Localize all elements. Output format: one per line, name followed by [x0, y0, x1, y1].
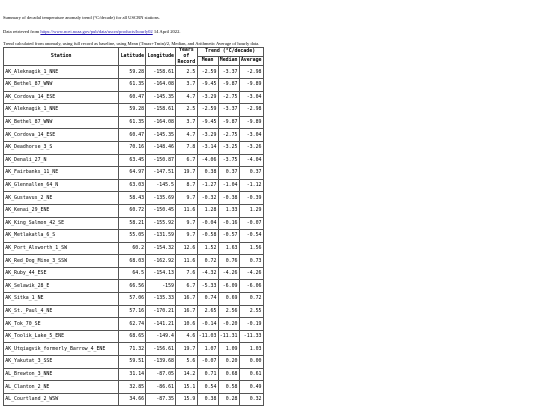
- cell-average: 0.37: [239, 167, 263, 180]
- cell-average: 0.73: [239, 255, 263, 268]
- header-median: Median: [218, 56, 239, 65]
- cell-station: AK_Glennallen_64_N: [4, 179, 119, 192]
- cell-median: -2.75: [218, 129, 239, 142]
- cell-longitude: -135.33: [146, 293, 176, 306]
- cell-median: -0.20: [218, 318, 239, 331]
- table-row: [4, 318, 264, 331]
- cell-station: AK_Cordova_14_ESE: [4, 91, 119, 104]
- cell-median: -6.09: [218, 280, 239, 293]
- cell-years: 16.7: [176, 293, 197, 306]
- cell-average: 0.49: [239, 381, 263, 394]
- cell-mean: -3.14: [197, 141, 218, 154]
- cell-longitude: -147.51: [146, 167, 176, 180]
- cell-station: AK_Utqiagvik_formerly_Barrow_4_ENE: [4, 343, 119, 356]
- cell-mean: -2.59: [197, 104, 218, 117]
- cell-station: AK_Tok_70_SE: [4, 318, 119, 331]
- table-row: [4, 305, 264, 318]
- table-body: [4, 66, 264, 406]
- cell-years: 12.6: [176, 242, 197, 255]
- cell-years: 10.6: [176, 318, 197, 331]
- cell-longitude: -131.59: [146, 230, 176, 243]
- cell-mean: 1.52: [197, 242, 218, 255]
- cell-mean: 0.71: [197, 368, 218, 381]
- cell-years: 3.7: [176, 116, 197, 129]
- cell-longitude: -154.13: [146, 267, 176, 280]
- cell-latitude: 64.97: [119, 167, 146, 180]
- cell-longitude: -87.35: [146, 393, 176, 406]
- cell-longitude: -156.61: [146, 343, 176, 356]
- cell-mean: 1.28: [197, 204, 218, 217]
- cell-latitude: 61.35: [119, 116, 146, 129]
- table-row: [4, 204, 264, 217]
- data-source-date: 14 April 2022.: [152, 29, 181, 34]
- table-row: [4, 242, 264, 255]
- cell-mean: -2.59: [197, 66, 218, 79]
- table-row: [4, 393, 264, 406]
- cell-median: -9.87: [218, 116, 239, 129]
- cell-mean: -0.07: [197, 356, 218, 369]
- cell-station: AL_Brewton_3_NNE: [4, 368, 119, 381]
- cell-mean: 0.38: [197, 167, 218, 180]
- data-source-text: [3, 29, 181, 35]
- cell-years: 5.6: [176, 356, 197, 369]
- cell-years: 7.6: [176, 267, 197, 280]
- cell-years: 6.7: [176, 154, 197, 167]
- cell-station: AK_Selawik_28_E: [4, 280, 119, 293]
- cell-latitude: 71.32: [119, 343, 146, 356]
- cell-latitude: 68.03: [119, 255, 146, 268]
- table-row: [4, 167, 264, 180]
- cell-years: 15.1: [176, 381, 197, 394]
- cell-station: AK_Yakutat_3_SSE: [4, 356, 119, 369]
- cell-mean: -4.06: [197, 154, 218, 167]
- cell-median: -3.37: [218, 104, 239, 117]
- cell-average: 1.29: [239, 204, 263, 217]
- cell-longitude: -150.45: [146, 204, 176, 217]
- cell-station: AK_Denali_27_N: [4, 154, 119, 167]
- cell-average: 0.61: [239, 368, 263, 381]
- table-row: [4, 154, 264, 167]
- cell-latitude: 70.16: [119, 141, 146, 154]
- table-row: [4, 330, 264, 343]
- cell-average: -6.06: [239, 280, 263, 293]
- cell-average: -3.04: [239, 91, 263, 104]
- cell-latitude: 58.43: [119, 192, 146, 205]
- cell-longitude: -149.4: [146, 330, 176, 343]
- cell-average: -9.89: [239, 78, 263, 91]
- table-row: [4, 217, 264, 230]
- cell-mean: -0.04: [197, 217, 218, 230]
- cell-longitude: -135.69: [146, 192, 176, 205]
- table-row: [4, 255, 264, 268]
- cell-mean: 1.07: [197, 343, 218, 356]
- cell-median: 1.63: [218, 242, 239, 255]
- table-row: [4, 104, 264, 117]
- cell-median: -0.57: [218, 230, 239, 243]
- header-latitude: Latitude: [119, 48, 146, 66]
- cell-station: AK_Kenai_29_ENE: [4, 204, 119, 217]
- cell-years: 4.6: [176, 330, 197, 343]
- cell-average: -4.26: [239, 267, 263, 280]
- cell-average: 1.56: [239, 242, 263, 255]
- table-row: [4, 343, 264, 356]
- trend-table: [3, 47, 264, 406]
- cell-average: -0.07: [239, 217, 263, 230]
- cell-median: -0.16: [218, 217, 239, 230]
- cell-station: AK_Cordova_14_ESE: [4, 129, 119, 142]
- cell-latitude: 57.06: [119, 293, 146, 306]
- cell-station: AK_Ruby_44_ESE: [4, 267, 119, 280]
- table-row: [4, 66, 264, 79]
- cell-average: -4.04: [239, 154, 263, 167]
- table-row: [4, 267, 264, 280]
- cell-years: 8.7: [176, 179, 197, 192]
- table-row: [4, 78, 264, 91]
- cell-years: 19.7: [176, 343, 197, 356]
- cell-years: 11.6: [176, 255, 197, 268]
- cell-station: AK_Red_Dog_Mine_3_SSW: [4, 255, 119, 268]
- header-mean: Mean: [197, 56, 218, 65]
- cell-mean: -4.32: [197, 267, 218, 280]
- cell-median: 0.20: [218, 356, 239, 369]
- header-station: Station: [4, 48, 119, 66]
- cell-longitude: -158.61: [146, 104, 176, 117]
- cell-average: 1.03: [239, 343, 263, 356]
- cell-station: AK_Deadhorse_3_S: [4, 141, 119, 154]
- cell-longitude: -86.61: [146, 381, 176, 394]
- cell-latitude: 60.47: [119, 91, 146, 104]
- cell-mean: -11.03: [197, 330, 218, 343]
- cell-years: 2.5: [176, 104, 197, 117]
- cell-latitude: 68.65: [119, 330, 146, 343]
- cell-median: 1.33: [218, 204, 239, 217]
- cell-years: 7.8: [176, 141, 197, 154]
- cell-station: AK_Sitka_1_NE: [4, 293, 119, 306]
- cell-mean: 0.72: [197, 255, 218, 268]
- cell-average: 2.55: [239, 305, 263, 318]
- cell-latitude: 60.47: [119, 129, 146, 142]
- cell-latitude: 58.21: [119, 217, 146, 230]
- cell-years: 4.7: [176, 129, 197, 142]
- cell-longitude: -155.92: [146, 217, 176, 230]
- cell-average: -2.98: [239, 104, 263, 117]
- cell-station: AK_Toolik_Lake_5_ENE: [4, 330, 119, 343]
- cell-mean: -9.45: [197, 116, 218, 129]
- cell-station: AK_Aleknagik_1_NNE: [4, 66, 119, 79]
- cell-average: 0.72: [239, 293, 263, 306]
- cell-years: 11.6: [176, 204, 197, 217]
- cell-median: 0.28: [218, 393, 239, 406]
- cell-station: AK_Port_Alsworth_1_SW: [4, 242, 119, 255]
- cell-latitude: 63.45: [119, 154, 146, 167]
- cell-years: 9.7: [176, 217, 197, 230]
- cell-latitude: 64.5: [119, 267, 146, 280]
- method-text: Trend calculated from anomaly, using full record as baseline, using Mean (Tmax+Tmin)/2, Median, and Arithmetic Average of hourly data.: [3, 41, 260, 46]
- cell-longitude: -159: [146, 280, 176, 293]
- header-longitude: Longitude: [146, 48, 176, 66]
- cell-median: -3.25: [218, 141, 239, 154]
- cell-median: -4.26: [218, 267, 239, 280]
- cell-latitude: 59.28: [119, 104, 146, 117]
- cell-longitude: -141.21: [146, 318, 176, 331]
- table-row: [4, 179, 264, 192]
- cell-median: -3.75: [218, 154, 239, 167]
- cell-longitude: -150.87: [146, 154, 176, 167]
- header-trend: Trend (°C/decade): [197, 48, 263, 57]
- cell-station: AK_Bethel_87_WNW: [4, 116, 119, 129]
- table-row: [4, 192, 264, 205]
- cell-median: -9.87: [218, 78, 239, 91]
- cell-years: 19.7: [176, 167, 197, 180]
- cell-longitude: -154.32: [146, 242, 176, 255]
- cell-latitude: 60.72: [119, 204, 146, 217]
- cell-average: -1.12: [239, 179, 263, 192]
- cell-longitude: -162.92: [146, 255, 176, 268]
- cell-latitude: 60.2: [119, 242, 146, 255]
- table-row: [4, 129, 264, 142]
- data-source-link[interactable]: https://www.ncei.noaa.gov/pub/data/uscrn/products/hourly02: [40, 29, 153, 34]
- table-row: [4, 230, 264, 243]
- table-row: [4, 91, 264, 104]
- header-years-of-record: Years of Record: [177, 47, 196, 65]
- table-row: [4, 381, 264, 394]
- table-row: [4, 368, 264, 381]
- table-row: [4, 141, 264, 154]
- cell-average: 0.32: [239, 393, 263, 406]
- cell-average: -11.33: [239, 330, 263, 343]
- cell-average: 0.00: [239, 356, 263, 369]
- cell-mean: -0.14: [197, 318, 218, 331]
- cell-median: 0.37: [218, 167, 239, 180]
- cell-latitude: 63.03: [119, 179, 146, 192]
- cell-latitude: 61.35: [119, 78, 146, 91]
- cell-mean: 0.54: [197, 381, 218, 394]
- cell-station: AL_Clanton_2_NE: [4, 381, 119, 394]
- cell-station: AK_St._Paul_4_NE: [4, 305, 119, 318]
- cell-years: 9.7: [176, 192, 197, 205]
- cell-longitude: -87.05: [146, 368, 176, 381]
- cell-median: 1.09: [218, 343, 239, 356]
- cell-station: AK_Metlakatla_6_S: [4, 230, 119, 243]
- table-row: [4, 356, 264, 369]
- cell-median: 0.76: [218, 255, 239, 268]
- cell-mean: 0.74: [197, 293, 218, 306]
- cell-average: -0.54: [239, 230, 263, 243]
- cell-median: 2.56: [218, 305, 239, 318]
- cell-latitude: 31.14: [119, 368, 146, 381]
- cell-mean: -3.29: [197, 129, 218, 142]
- cell-average: -0.19: [239, 318, 263, 331]
- cell-longitude: -145.35: [146, 129, 176, 142]
- table-row: [4, 280, 264, 293]
- cell-median: -1.04: [218, 179, 239, 192]
- cell-longitude: -148.46: [146, 141, 176, 154]
- cell-median: -11.31: [218, 330, 239, 343]
- cell-station: AL_Courtland_2_WSW: [4, 393, 119, 406]
- table-row: [4, 293, 264, 306]
- cell-years: 6.7: [176, 280, 197, 293]
- cell-latitude: 34.66: [119, 393, 146, 406]
- cell-longitude: -170.21: [146, 305, 176, 318]
- cell-latitude: 57.16: [119, 305, 146, 318]
- cell-station: AK_Gustavus_2_NE: [4, 192, 119, 205]
- cell-mean: -0.58: [197, 230, 218, 243]
- cell-average: -2.98: [239, 66, 263, 79]
- cell-latitude: 62.74: [119, 318, 146, 331]
- cell-median: 0.68: [218, 368, 239, 381]
- cell-longitude: -158.61: [146, 66, 176, 79]
- cell-median: -0.38: [218, 192, 239, 205]
- cell-years: 3.7: [176, 78, 197, 91]
- cell-mean: -3.29: [197, 91, 218, 104]
- cell-mean: -1.27: [197, 179, 218, 192]
- cell-latitude: 59.28: [119, 66, 146, 79]
- cell-median: -3.37: [218, 66, 239, 79]
- cell-station: AK_Aleknagik_1_NNE: [4, 104, 119, 117]
- cell-average: -0.39: [239, 192, 263, 205]
- cell-mean: -9.45: [197, 78, 218, 91]
- cell-mean: 0.38: [197, 393, 218, 406]
- data-source-prefix: Data retrieved from: [3, 29, 41, 34]
- cell-longitude: -145.35: [146, 91, 176, 104]
- cell-median: -2.75: [218, 91, 239, 104]
- cell-years: 4.7: [176, 91, 197, 104]
- cell-years: 14.2: [176, 368, 197, 381]
- cell-years: 9.7: [176, 230, 197, 243]
- cell-mean: -5.33: [197, 280, 218, 293]
- summary-text: Summary of decadal temperature anomaly trend (°C/decade) for all USCRN stations.: [3, 15, 160, 20]
- cell-years: 2.5: [176, 66, 197, 79]
- cell-latitude: 32.85: [119, 381, 146, 394]
- header-average: Average: [239, 56, 263, 65]
- cell-station: AK_Fairbanks_11_NE: [4, 167, 119, 180]
- table-row: [4, 116, 264, 129]
- cell-mean: 2.65: [197, 305, 218, 318]
- cell-latitude: 59.51: [119, 356, 146, 369]
- cell-years: 16.7: [176, 305, 197, 318]
- cell-years: 15.9: [176, 393, 197, 406]
- cell-latitude: 66.56: [119, 280, 146, 293]
- cell-longitude: -164.08: [146, 116, 176, 129]
- cell-longitude: -164.08: [146, 78, 176, 91]
- cell-median: 0.58: [218, 381, 239, 394]
- cell-average: -9.89: [239, 116, 263, 129]
- cell-average: -3.04: [239, 129, 263, 142]
- cell-longitude: -139.68: [146, 356, 176, 369]
- cell-median: 0.69: [218, 293, 239, 306]
- cell-latitude: 55.05: [119, 230, 146, 243]
- cell-longitude: -145.5: [146, 179, 176, 192]
- cell-station: AK_King_Salmon_42_SE: [4, 217, 119, 230]
- cell-mean: -0.32: [197, 192, 218, 205]
- cell-station: AK_Bethel_87_WNW: [4, 78, 119, 91]
- cell-average: -3.26: [239, 141, 263, 154]
